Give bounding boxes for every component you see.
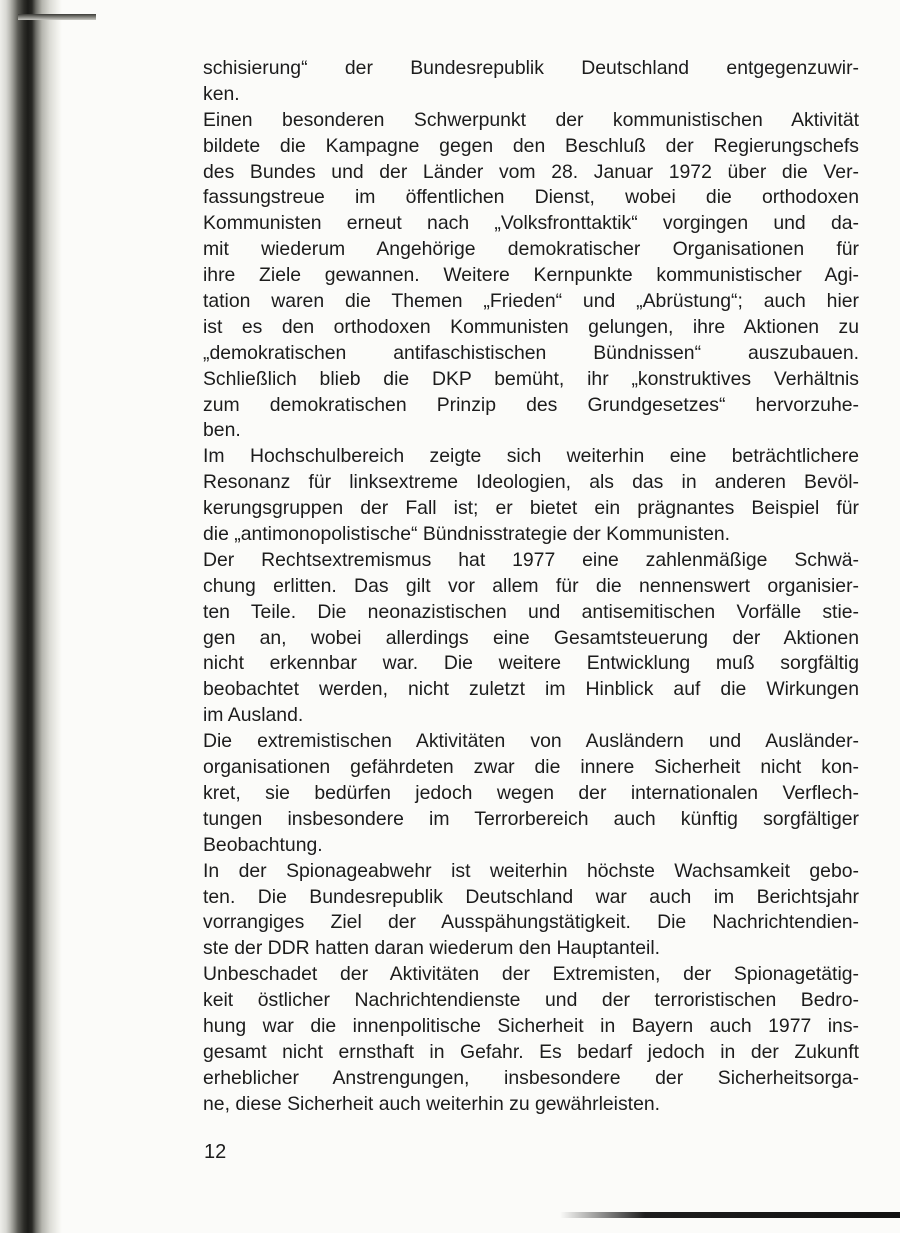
text-line: organisationen gefährdeten zwar die innere Sicherheit nicht kon- — [203, 756, 859, 779]
bottom-edge-shadow — [560, 1212, 900, 1218]
book-binding-edge — [0, 0, 62, 1233]
text-line: erheblicher Anstrengungen, insbesondere der Sicherheitsorga- — [203, 1066, 859, 1089]
text-line: Resonanz für linksextreme Ideologien, als das in anderen Bevöl- — [203, 471, 859, 494]
text-line: des Bundes und der Länder vom 28. Januar 1972 über die Ver- — [203, 160, 859, 183]
text-line: mit wiederum Angehörige demokratischer Organisationen für — [203, 238, 859, 261]
text-line: keit östlicher Nachrichtendienste und der terroristischen Bedro- — [203, 989, 859, 1012]
paragraph — [203, 548, 859, 729]
text-line: ihre Ziele gewannen. Weitere Kernpunkte kommunistischer Agi- — [203, 264, 859, 287]
paragraph — [203, 444, 859, 548]
text-line: nicht erkennbar war. Die weitere Entwicklung muß sorgfältig — [203, 652, 859, 675]
text-line: gen an, wobei allerdings eine Gesamtsteuerung der Aktionen — [203, 626, 859, 649]
paragraph — [203, 962, 859, 1117]
page-number: 12 — [204, 1141, 227, 1163]
text-line: ten Teile. Die neonazistischen und antisemitischen Vorfälle stie- — [203, 600, 859, 623]
text-line: im Ausland. — [203, 704, 304, 727]
paragraph — [203, 729, 859, 858]
text-line: ben. — [203, 419, 241, 442]
text-line: fassungstreue im öffentlichen Dienst, wobei die orthodoxen — [203, 186, 859, 209]
text-line: bildete die Kampagne gegen den Beschluß der Regierungschefs — [203, 134, 859, 157]
text-line: schisierung“ der Bundesrepublik Deutschland entgegenzuwir- — [203, 57, 859, 79]
text-line: tation waren die Themen „Frieden“ und „Abrüstung“; auch hier — [203, 290, 859, 313]
text-line: Unbeschadet der Aktivitäten der Extremisten, der Spionagetätig- — [203, 963, 859, 986]
text-line: ken. — [203, 82, 240, 105]
text-line: Die extremistischen Aktivitäten von Ausländern und Ausländer- — [203, 730, 859, 753]
text-line: „demokratischen antifaschistischen Bündnissen“ auszubauen. — [203, 341, 859, 364]
paragraph — [203, 56, 859, 108]
text-line: kerungsgruppen der Fall ist; er bietet ein prägnantes Beispiel für — [203, 497, 859, 520]
text-line: gesamt nicht ernsthaft in Gefahr. Es bedarf jedoch in der Zukunft — [203, 1040, 859, 1063]
text-line: ten. Die Bundesrepublik Deutschland war auch im Berichtsjahr — [203, 885, 859, 908]
paragraph — [203, 108, 859, 445]
text-line: Kommunisten erneut nach „Volksfronttaktik“ vorgingen und da- — [203, 212, 859, 235]
text-line: Beobachtung. — [203, 833, 323, 856]
text-line: Schließlich blieb die DKP bemüht, ihr „konstruktives Verhältnis — [203, 367, 859, 390]
text-line: Der Rechtsextremismus hat 1977 eine zahlenmäßige Schwä- — [203, 548, 859, 571]
text-line: ne, diese Sicherheit auch weiterhin zu gewährleisten. — [203, 1092, 661, 1115]
text-line: vorrangiges Ziel der Ausspähungstätigkeit. Die Nachrichtendien- — [203, 911, 859, 934]
text-line: tungen insbesondere im Terrorbereich auch künftig sorgfältiger — [203, 807, 859, 830]
text-line: hung war die innenpolitische Sicherheit in Bayern auch 1977 ins- — [203, 1014, 859, 1037]
text-line: ste der DDR hatten daran wiederum den Hauptanteil. — [203, 937, 661, 960]
text-line: Einen besonderen Schwerpunkt der kommunistischen Aktivität — [203, 108, 859, 131]
text-line: zum demokratischen Prinzip des Grundgesetzes“ hervorzuhe- — [203, 393, 859, 416]
text-line: chung erlitten. Das gilt vor allem für die nennenswert organisier- — [203, 574, 859, 597]
text-line: beobachtet werden, nicht zuletzt im Hinblick auf die Wirkungen — [203, 678, 859, 701]
text-line: kret, sie bedürfen jedoch wegen der internationalen Verflech- — [203, 781, 859, 804]
binding-top-shadow — [18, 14, 96, 20]
text-line: Im Hochschulbereich zeigte sich weiterhin eine beträchtlichere — [203, 445, 859, 468]
text-line: die „antimonopolistische“ Bündnisstrategie der Kommunisten. — [203, 523, 731, 546]
page-body-text — [203, 56, 859, 1118]
text-line: ist es den orthodoxen Kommunisten gelungen, ihre Aktionen zu — [203, 315, 859, 338]
paragraph — [203, 859, 859, 963]
text-line: In der Spionageabwehr ist weiterhin höchste Wachsamkeit gebo- — [203, 859, 859, 882]
